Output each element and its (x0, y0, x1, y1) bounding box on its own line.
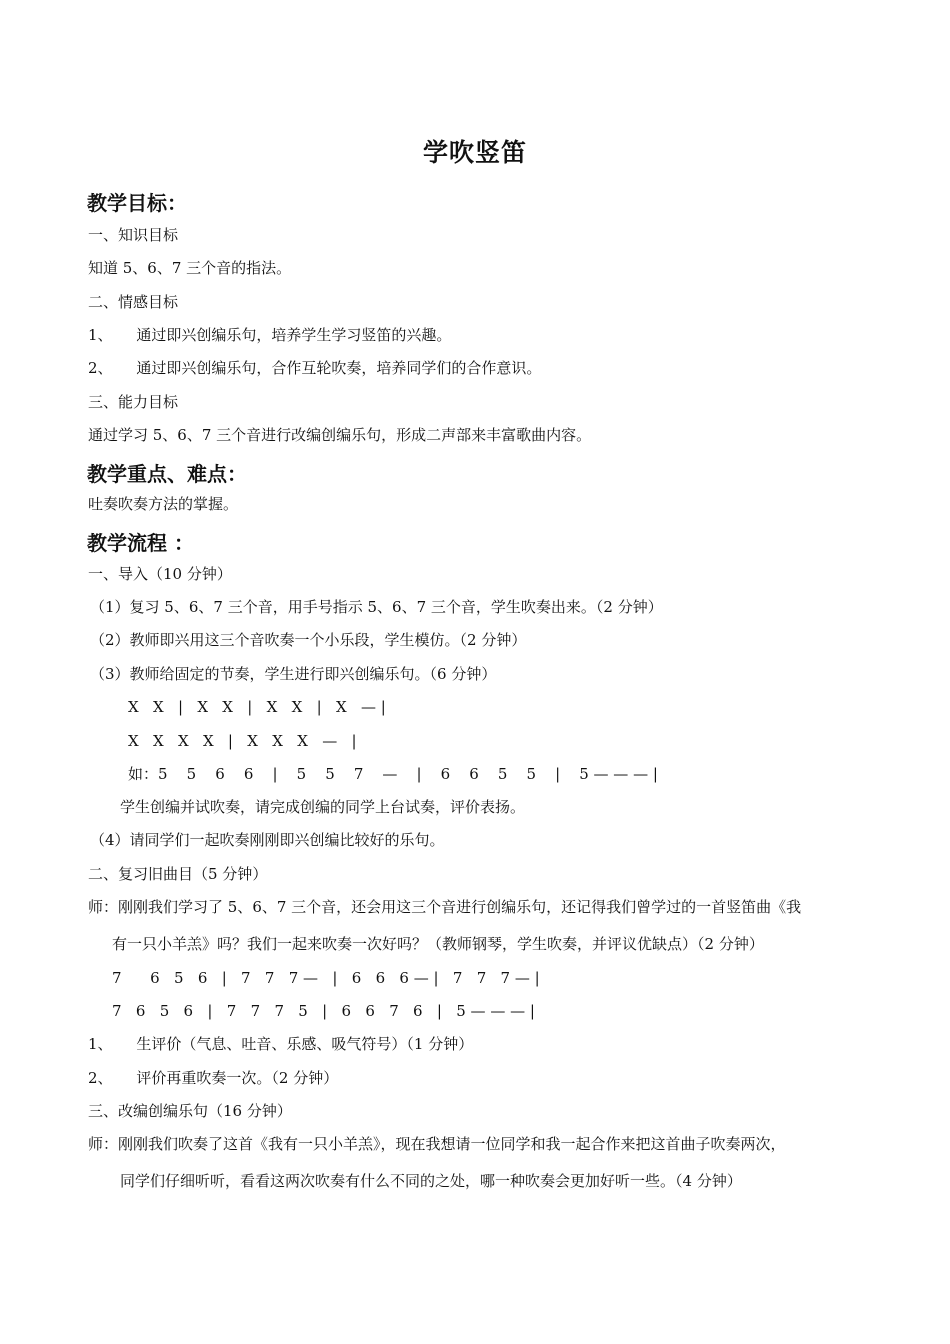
emotion-goal-item-2: 2、 通过即兴创编乐句，合作互轮吹奏，培养同学们的合作意识。 (88, 359, 542, 377)
ability-goal-heading: 三、能力目标 (88, 393, 179, 411)
key-points-heading: 教学重点、难点： (87, 462, 247, 486)
emotion-goal-heading: 二、情感目标 (88, 293, 179, 311)
intro-step-4: （4）请同学们一起吹奏刚刚即兴创编比较好的乐句。 (90, 831, 445, 849)
review-heading: 二、复习旧曲目（5 分钟） (88, 865, 268, 883)
ability-goal-text: 通过学习 5、6、7 三个音进行改编创编乐句，形成二声部来丰富歌曲内容。 (88, 426, 592, 444)
adapt-text-line-2: 同学们仔细听听，看看这两次吹奏有什么不同的之处，哪一种吹奏会更加好听一些。（4 分钟） (120, 1172, 742, 1190)
key-points-text: 吐奏吹奏方法的掌握。 (88, 495, 239, 513)
review-item-1: 1、 生评价（气息、吐音、乐感、吸气符号）（1 分钟） (88, 1035, 474, 1053)
knowledge-goal-heading: 一、知识目标 (88, 226, 179, 244)
adapt-heading: 三、改编创编乐句（16 分钟） (88, 1102, 292, 1120)
intro-heading: 一、导入（10 分钟） (88, 565, 232, 583)
intro-note: 学生创编并试吹奏，请完成创编的同学上台试奏，评价表扬。 (120, 798, 526, 816)
review-text-line-2: 有一只小羊羔》吗？我们一起来吹奏一次好吗？（教师钢琴，学生吹奏，并评议优缺点）（2 分钟） (112, 935, 764, 953)
rhythm-pattern-2: X X X X | X X X — | (128, 732, 357, 750)
melody-line-2: 7 6 5 6 | 7 7 7 5 | 6 6 7 6 | 5 — — — | (112, 1002, 535, 1020)
review-item-2: 2、 评价再重吹奏一次。（2 分钟） (88, 1069, 339, 1087)
emotion-goal-item-1: 1、 通过即兴创编乐句，培养学生学习竖笛的兴趣。 (88, 326, 452, 344)
melody-line-1: 7 6 5 6 | 7 7 7 — | 6 6 6 — | 7 7 7 — | (112, 969, 540, 987)
rhythm-pattern-1: X X | X X | X X | X — | (128, 698, 386, 716)
adapt-text-line-1: 师：刚刚我们吹奏了这首《我有一只小羊羔》，现在我想请一位同学和我一起合作来把这首曲子吹奏两次， (88, 1135, 786, 1153)
intro-step-3: （3）教师给固定的节奏，学生进行即兴创编乐句。（6 分钟） (90, 665, 497, 683)
knowledge-goal-text: 知道 5、6、7 三个音的指法。 (88, 259, 292, 277)
intro-step-2: （2）教师即兴用这三个音吹奏一个小乐段，学生模仿。（2 分钟） (90, 631, 527, 649)
review-text-line-1: 师：刚刚我们学习了 5、6、7 三个音，还会用这三个音进行创编乐句，还记得我们曾学过的一首竖笛曲《我 (88, 898, 802, 916)
rhythm-example: 如：5 5 6 6 | 5 5 7 — | 6 6 5 5 | 5 — — — | (128, 765, 658, 783)
intro-step-1: （1）复习 5、6、7 三个音，用手号指示 5、6、7 三个音，学生吹奏出来。（2 分钟） (90, 598, 663, 616)
page-title: 学吹竖笛 (422, 138, 527, 167)
teaching-flow-heading: 教学流程 ： (87, 531, 194, 555)
teaching-goals-heading: 教学目标： (87, 191, 187, 215)
